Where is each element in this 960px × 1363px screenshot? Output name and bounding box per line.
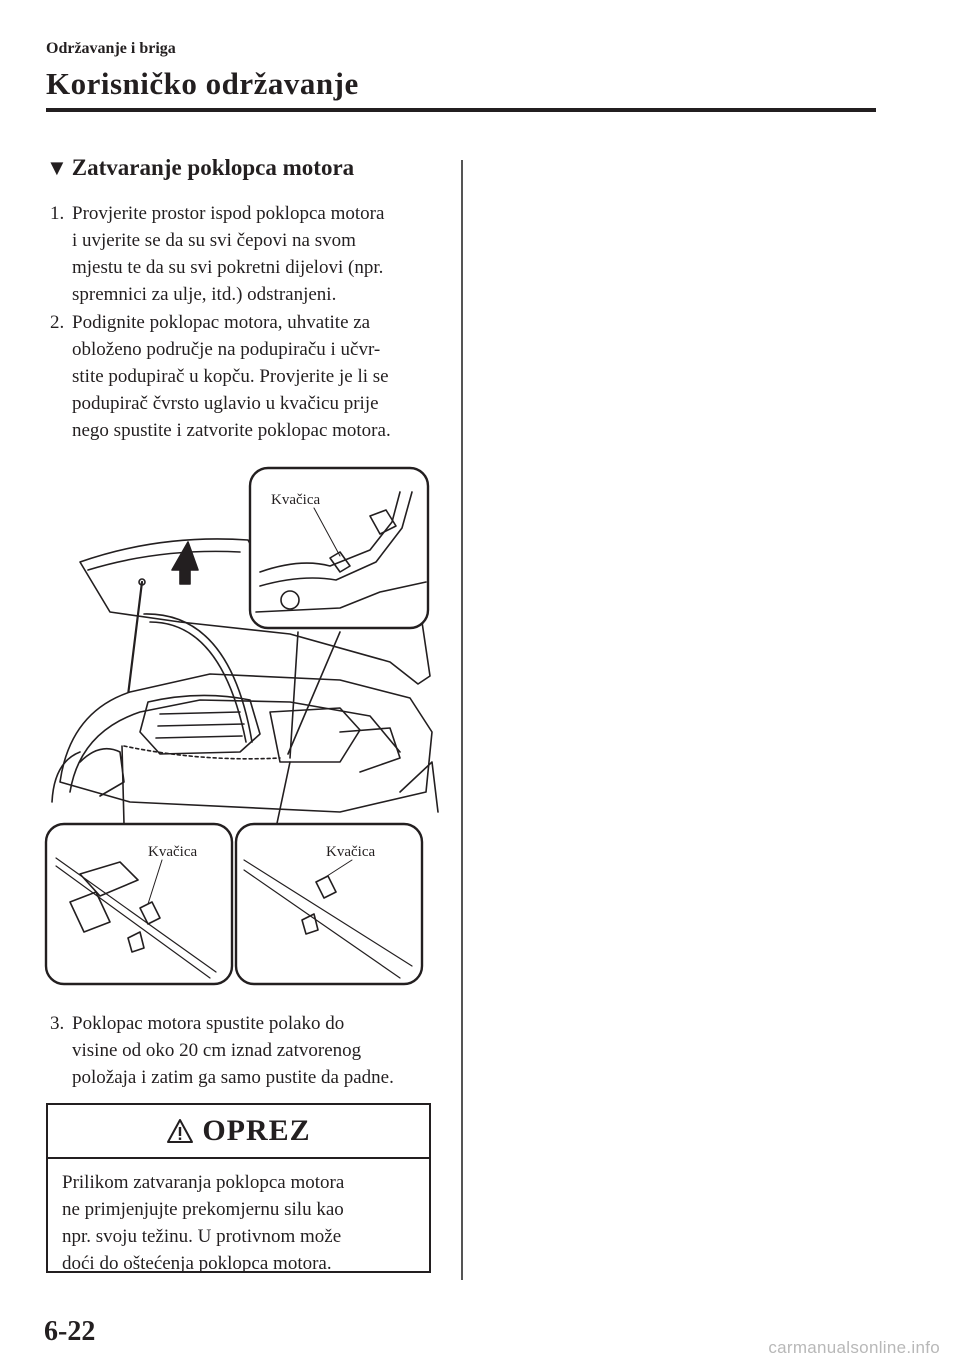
step-number: 3.: [50, 1013, 65, 1034]
column-divider: [461, 160, 463, 1280]
step-line: obloženo područje na podupiraču i učvr-: [72, 339, 381, 360]
step-number: 2.: [50, 312, 65, 333]
step-2: [50, 309, 450, 444]
caution-line: Prilikom zatvaranja poklopca motora: [62, 1172, 345, 1193]
step-line: nego spustite i zatvorite poklopac motora.: [72, 420, 391, 441]
caution-line: ne primjenjujte prekomjernu silu kao: [62, 1199, 344, 1220]
step-3: [50, 1010, 450, 1091]
callout-label-bottom-right: Kvačica: [326, 844, 376, 860]
section-heading: [46, 155, 354, 181]
warning-triangle-icon: [166, 1118, 194, 1144]
step-line: Poklopac motora spustite polako do: [72, 1013, 345, 1034]
callout-label-bottom-left: Kvačica: [148, 844, 198, 860]
caution-box: [46, 1103, 431, 1273]
section-heading-text: Zatvaranje poklopca motora: [71, 155, 355, 180]
step-line: spremnici za ulje, itd.) odstranjeni.: [72, 284, 337, 305]
triangle-marker-icon: ▼: [46, 155, 68, 180]
hood-illustration-svg: [40, 462, 440, 990]
caution-line: npr. svoju težinu. U protivnom može: [62, 1226, 342, 1247]
step-line: položaja i zatim ga samo pustite da padne.: [72, 1067, 394, 1088]
step-line: mjestu te da su svi pokretni dijelovi (npr.: [72, 257, 384, 278]
breadcrumb: Održavanje i briga: [46, 40, 176, 57]
hood-stay-illustration: [40, 462, 440, 990]
step-line: Provjerite prostor ispod poklopca motora: [72, 203, 385, 224]
page-title: Korisničko održavanje: [46, 66, 359, 101]
page-number: 6-22: [44, 1316, 96, 1347]
step-1: [50, 200, 450, 308]
caution-body: [48, 1159, 429, 1277]
caution-header: [48, 1105, 429, 1159]
step-line: visine od oko 20 cm iznad zatvorenog: [72, 1040, 362, 1061]
title-rule: [46, 108, 876, 112]
step-line: stite podupirač u kopču. Provjerite je li se: [72, 366, 389, 387]
step-line: podupirač čvrsto uglavio u kvačicu prije: [72, 393, 379, 414]
callout-label-top: Kvačica: [271, 492, 321, 508]
watermark: carmanualsonline.info: [768, 1338, 940, 1357]
caution-title: OPREZ: [202, 1114, 311, 1147]
step-line: Podignite poklopac motora, uhvatite za: [72, 312, 371, 333]
step-line: i uvjerite se da su svi čepovi na svom: [72, 230, 356, 251]
step-number: 1.: [50, 203, 65, 224]
caution-line: doći do oštećenja poklopca motora.: [62, 1253, 332, 1274]
